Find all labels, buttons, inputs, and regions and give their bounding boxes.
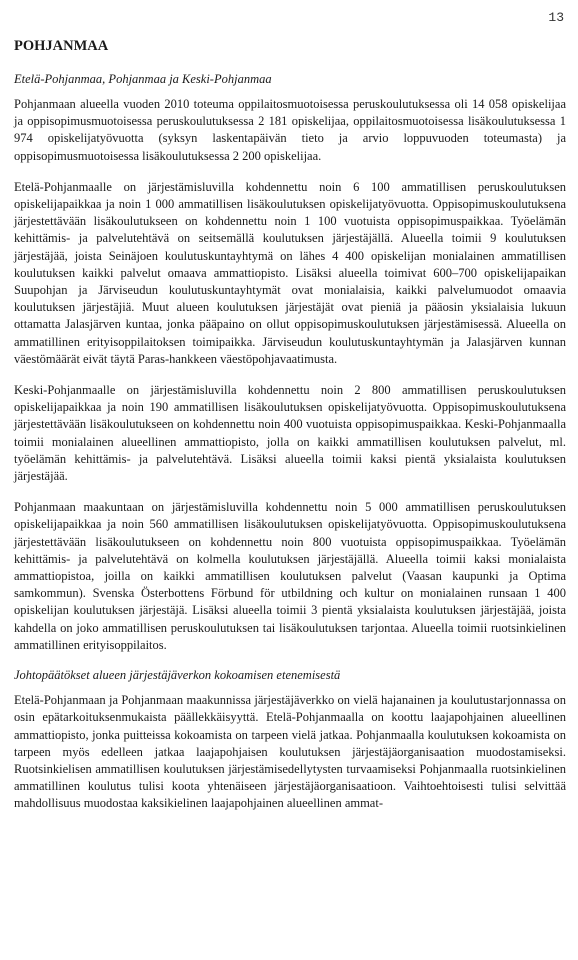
paragraph-pohjanmaa: Pohjanmaan maakuntaan on järjestämisluvilla kohdennettu noin 5 000 ammatillisen peruskoulutuksen opiskelijapaikkaa ja noin 560 ammatillisen lisäkoulutuksen opiskelijatyövuotta. Oppisopimuskoulutuksena järjestettävään lisäkoulutukseen on kohdennettu noin 800 vuotuista oppisopimuspaikkaa. Työelämän kehittämis- ja palvelutehtävä on kolmella koulutuksen järjestäjällä. Alueella toimii kaksi monialaista ammattiopistoa, joilla on kaikki ammatillisen koulutuksen palvelut (Vaasan kaupunki ja Optima samkommun). Svenska Österbottens Förbund för utbildning och kultur on monialainen runsaan 1 400 opiskelijan koulutuksen järjestäjä. Lisäksi alueella toimii 3 pientä yksialaista koulutuksen järjestäjää, joista kahdella on joko ammatillisen peruskoulutuksen tai lisäkoulutuksen tarjontaa. Alueella toimii ruotsinkielinen ammatillinen erityisoppilaitos.	[14, 500, 566, 652]
section-heading: Johtopäätökset alueen järjestäjäverkon kokoamisen etenemisestä	[14, 668, 341, 683]
page-number: 13	[548, 10, 564, 25]
paragraph-conclusions: Etelä-Pohjanmaan ja Pohjanmaan maakunnissa järjestäjäverkko on vielä hajanainen ja koulutustarjonnassa on osin epätarkoituksenmukaista päällekkäisyyttä. Etelä-Pohjanmaalla on koottu laajapohjainen alueellinen ammattiopisto, jonka puitteissa kokoamista on tarpeen vielä jatkaa. Pohjanmaalla koulutuksen kokoamista on tarpeen myös edelleen jatkaa laajapohjaisen koulutuksen järjestäjäorganisaation muodostamiseksi. Ruotsinkielisen ammatillisen koulutuksen järjestämisedellytysten turvaamiseksi Pohjanmaalla ruotsinkielinen ammatillinen koulutus tulisi koota yhtenäiseen järjestäjäorganisaatioon. Vaihtoehtoisesti tulisi selvittää mahdollisuus muodostaa kaksikielinen laajapohjainen alueellinen ammat-	[14, 693, 566, 811]
paragraph-overview: Pohjanmaan alueella vuoden 2010 toteuma oppilaitosmuotoisessa peruskoulutuksessa oli 14 058 opiskelijaa ja oppisopimusmuotoisessa peruskoulutuksessa 2 181 opiskelijaa, oppilaitosmuotoisessa lisäkoulutuksessa 1 974 opiskelijatyövuotta (syksyn laskentapäivän tieto ja arvio loppuvuoden toteumasta) ja oppisopimusmuotoisessa lisäkoulutuksessa 2 200 opiskelijaa.	[14, 97, 566, 163]
page-heading: POHJANMAA	[14, 38, 109, 54]
page-subheading: Etelä-Pohjanmaa, Pohjanmaa ja Keski-Pohjanmaa	[14, 72, 272, 86]
page-content	[14, 36, 566, 813]
paragraph-keski-pohjanmaa: Keski-Pohjanmaalle on järjestämisluvilla kohdennettu noin 2 800 ammatillisen peruskoulutuksen opiskelijapaikkaa ja noin 190 ammatillisen lisäkoulutuksen opiskelijatyövuotta. Oppisopimuskoulutuksena järjestettävään lisäkoulutukseen on kohdennettu noin 400 vuotuista oppisopimuspaikkaa. Keski-Pohjanmaalla toimii monialainen alueellinen ammattiopisto, jolla on kaikki ammatillisen koulutuksen palvelut, ml. työelämän kehittämis- ja palvelutehtävä. Lisäksi alueella toimii kaksi pientä yksialaista koulutuksen järjestäjää.	[14, 383, 566, 484]
paragraph-etela-pohjanmaa: Etelä-Pohjanmaalle on järjestämisluvilla kohdennettu noin 6 100 ammatillisen peruskoulutuksen opiskelijapaikkaa ja noin 1 000 ammatillisen lisäkoulutuksen opiskelijatyövuotta. Oppisopimuskoulutuksena järjestettävään lisäkoulutukseen on kohdennettu noin 1 100 vuotuista oppisopimuspaikkaa. Työelämän kehittämis- ja palvelutehtävä on seitsemällä koulutuksen järjestäjällä. Alueella toimii 9 koulutuksen järjestäjää, joista Seinäjoen koulutuskuntayhtymä on lähes 4 400 opiskelijan monialainen ammatillisen koulutuksen kaikki palvelut omaava ammattiopisto. Lisäksi alueella toimivat 600–700 opiskelijapaikan Suupohjan ja Järviseudun koulutuskuntayhtymät ovat monialaisia, kaikki palvelumuodot omaavia koulutuksen järjestäjiä. Muut alueen koulutuksen järjestäjät ovat pieniä ja pääosin yksialaisia lukuun ottamatta Jalasjärven kuntaa, jonka pääpaino on ollut oppisopimuskoulutuksen järjestämisessä. Alueella on ammatillinen erityisoppilaitoksen toimipaikka. Järviseudun koulutuskuntayhtymän ja Jalasjärven kunnan väestömäärät eivät täytä Paras-hankkeen väestöpohjavaatimusta.	[14, 179, 566, 366]
